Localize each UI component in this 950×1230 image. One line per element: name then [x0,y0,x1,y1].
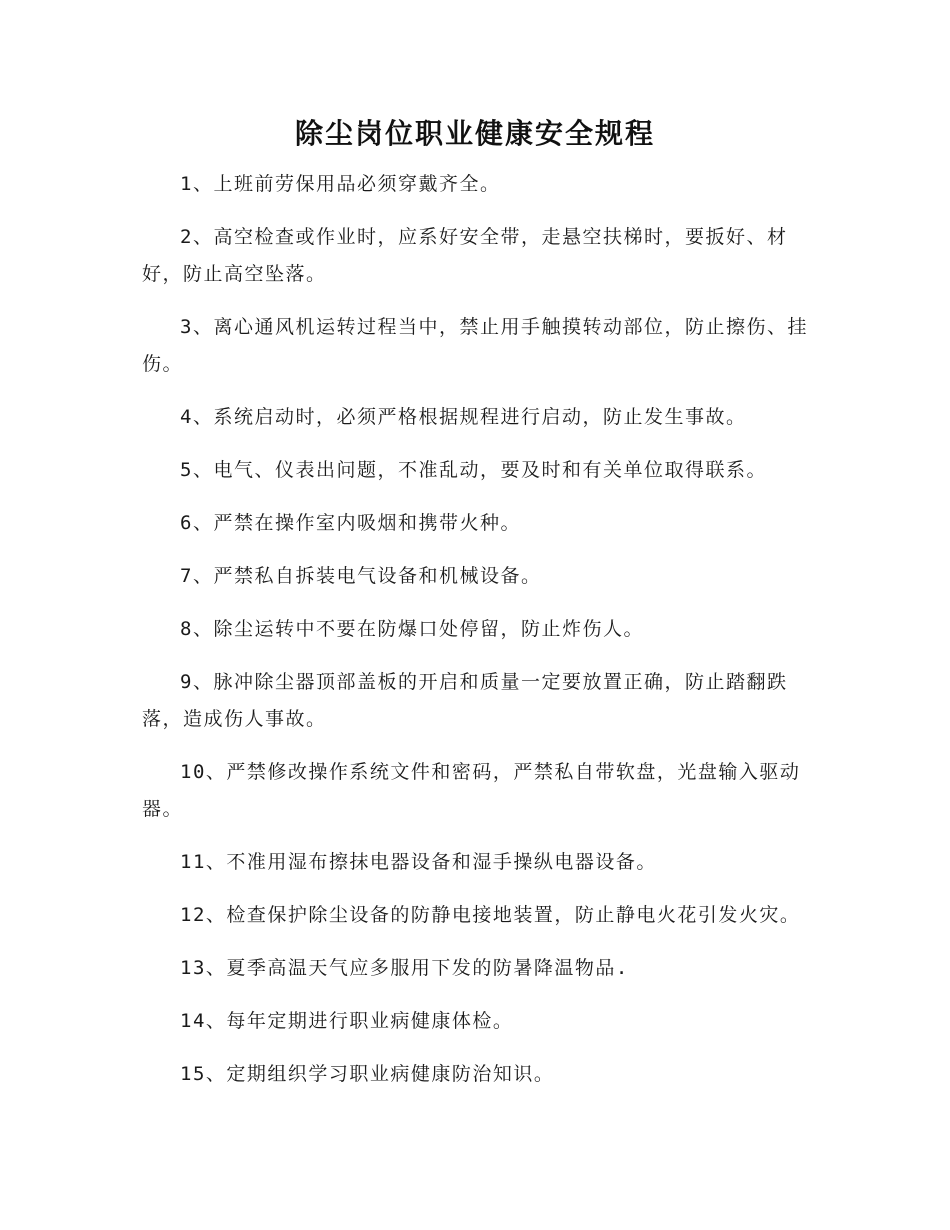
rule-item: 7、严禁私自拆装电气设备和机械设备。 [180,565,542,587]
rule-item: 14、每年定期进行职业病健康体检。 [180,1010,514,1032]
rule-item: 2、高空检查或作业时，应系好安全带，走悬空扶梯时，要扳好、材好，防止高空坠落。 [142,226,788,285]
rules-list [142,166,810,1109]
rule-item: 12、检查保护除尘设备的防静电接地装置，防止静电火花引发火灾。 [180,904,801,926]
rule-item: 10、严禁修改操作系统文件和密码，严禁私自带软盘，光盘输入驱动器。 [142,761,801,820]
rule-item: 13、夏季高温天气应多服用下发的防暑降温物品. [180,957,629,979]
rule-item: 8、除尘运转中不要在防爆口处停留，防止炸伤人。 [180,618,644,640]
rule-item: 1、上班前劳保用品必须穿戴齐全。 [180,173,501,195]
page-title: 除尘岗位职业健康安全规程 [294,117,655,150]
rule-item: 11、不准用湿布擦抹电器设备和湿手操纵电器设备。 [180,851,657,873]
rule-item: 3、离心通风机运转过程当中，禁止用手触摸转动部位，防止擦伤、挂伤。 [142,316,808,375]
rule-item: 5、电气、仪表出问题，不准乱动，要及时和有关单位取得联系。 [180,459,767,481]
rule-item: 4、系统启动时，必须严格根据规程进行启动，防止发生事故。 [180,406,747,428]
rule-item: 15、定期组织学习职业病健康防治知识。 [180,1063,555,1085]
rule-item: 9、脉冲除尘器顶部盖板的开启和质量一定要放置正确，防止踏翻跌落，造成伤人事故。 [142,671,788,730]
rule-item: 6、严禁在操作室内吸烟和携带火种。 [180,512,521,534]
